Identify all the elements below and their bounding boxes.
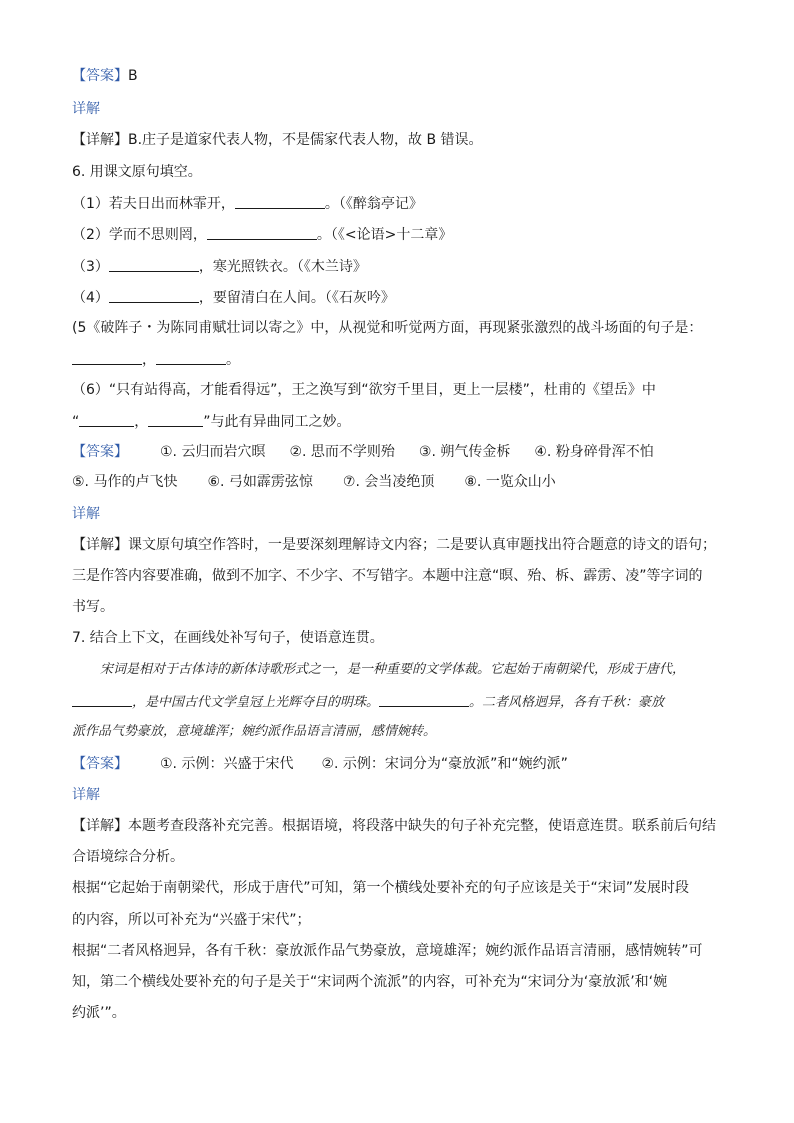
answer-item	[289, 444, 394, 460]
answer-text: 示例：宋词分为“豪放派”和“婉约派”	[342, 756, 568, 772]
q6-detail-line-3: 书写。	[72, 599, 114, 615]
detail-title: 详解	[72, 101, 100, 117]
q7-detail-title	[72, 785, 732, 805]
q6-line-6: （6）“只有站得高，才能看得远”，王之涣写到“欲穷千里目，更上一层楼”，杜甫的《望岳》中	[72, 382, 656, 398]
answer-tag: 【答案】	[72, 444, 128, 460]
answer-number: ⑦.	[342, 474, 365, 490]
q5-detail-title	[72, 99, 732, 119]
answer-item	[160, 756, 293, 772]
passage-text: ，是中国古代文学皇冠上光辉夺目的明珠。	[132, 695, 380, 710]
fill-blank	[156, 349, 226, 365]
answer-text: 弓如霹雳弦惊	[228, 474, 313, 490]
q6-answers-row-1	[72, 442, 732, 462]
detail-title: 详解	[72, 506, 100, 522]
q7-detail-line-6: 知，第二个横线处要补充的句子是关于“宋词两个流派”的内容，可补充为“宋词分为‘豪放派’和‘婉	[72, 974, 668, 990]
q6-line-6b	[72, 411, 732, 432]
answer-text: 粉身碎骨浑不怕	[555, 444, 654, 460]
answer-number: ②.	[289, 444, 311, 460]
answer-text: 会当凌绝顶	[364, 474, 435, 490]
answer-text: 马作的卢飞快	[93, 474, 178, 490]
q6-line-1	[72, 193, 732, 214]
fill-blank	[72, 691, 132, 707]
answer-item	[207, 474, 312, 490]
q7-passage-line-1: 宋词是相对于古体诗的新体诗歌形式之一，是一种重要的文学体裁。它起始于南朝梁代，形成于唐代，	[100, 662, 686, 677]
q7-detail-line-2: 合语境综合分析。	[72, 849, 184, 865]
q5-answer-line	[72, 66, 732, 86]
q6-answers-row-2	[72, 472, 732, 492]
answer-number: ⑥.	[207, 474, 229, 490]
fill-blank	[235, 193, 325, 209]
answer-item	[534, 444, 653, 460]
q6-l3-post: ，寒光照铁衣。（《木兰诗》	[198, 259, 367, 275]
q7-detail-line-3: 根据“它起始于南朝梁代，形成于唐代”可知，第一个横线处要补充的句子应该是关于“宋词”发展时段	[72, 880, 690, 896]
answer-text: 云归而岩穴暝	[181, 444, 266, 460]
fill-blank	[379, 691, 469, 707]
separator: ，	[134, 414, 149, 430]
answer-number: ③.	[418, 444, 441, 460]
answer-item	[343, 474, 434, 490]
q6-l2-post: 。（《<论语>十二章》	[316, 227, 453, 243]
detail-tag: 【详解】	[72, 818, 128, 834]
answer-number: ①.	[160, 756, 182, 772]
answer-value: B	[128, 68, 138, 84]
q6-l4-post: ，要留清白在人间。（《石灰吟》	[198, 290, 395, 306]
answer-text: 示例：兴盛于宋代	[181, 756, 294, 772]
answer-item	[72, 474, 177, 490]
separator: ，	[142, 352, 156, 368]
answer-number: ⑤.	[72, 474, 94, 490]
answer-number: ②.	[321, 756, 343, 772]
fill-blank	[207, 224, 317, 240]
fill-blank	[109, 287, 199, 303]
answer-number: ⑧.	[464, 474, 486, 490]
fill-blank	[79, 411, 134, 427]
answer-item	[419, 444, 510, 460]
fill-blank	[72, 349, 142, 365]
q6-l1-post: 。（《醉翁亭记》	[324, 196, 423, 212]
q6-l1-pre: （1）若夫日出而林霏开，	[72, 196, 235, 212]
detail-text: 课文原句填空作答时，一是要深刻理解诗文内容；二是要认真审题找出符合题意的诗文的语句；	[128, 537, 716, 553]
detail-text: B.庄子是道家代表人物，不是儒家代表人物，故 B 错误。	[128, 132, 483, 148]
answer-item	[160, 444, 265, 460]
answer-tag: 【答案】	[72, 68, 128, 84]
q6-line-3	[72, 256, 732, 277]
fill-blank	[148, 411, 203, 427]
passage-text: 。二者风格迥异，各有千秋：豪放	[469, 695, 665, 710]
q6-detail-line-2: 三是作答内容要准确，做到不加字、不少字、不写错字。本题中注意“暝、殆、柝、霹雳、凌”等字词的	[72, 568, 703, 584]
q6-line-4	[72, 287, 732, 308]
q6-detail-line-1	[72, 535, 732, 555]
q5-detail-line	[72, 130, 732, 150]
detail-text: 本题考查段落补充完善。根据语境，将段落中缺失的句子补充完整，使语意连贯。联系前后句结	[128, 818, 716, 834]
open-quote: “	[72, 414, 80, 430]
answer-item	[464, 474, 555, 490]
fill-blank	[109, 256, 199, 272]
close-text: ”与此有异曲同工之妙。	[203, 414, 351, 430]
answer-text: 朔气传金柝	[440, 444, 511, 460]
q7-title: 7. 结合上下文，在画线处补写句子，使语意连贯。	[72, 630, 384, 646]
q6-l4-pre: （4）	[72, 290, 109, 306]
q7-detail-line-7: 约派’”。	[72, 1005, 126, 1021]
q7-detail-line-5: 根据“二者风格迥异，各有千秋：豪放派作品气势豪放，意境雄浑；婉约派作品语言清丽，感情婉转”可	[72, 943, 703, 959]
answer-number: ①.	[160, 444, 182, 460]
answer-text: 思而不学则殆	[310, 444, 395, 460]
q7-passage-line-3: 派作品气势豪放，意境雄浑；婉约派作品语言清丽，感情婉转。	[72, 724, 437, 739]
answer-item	[321, 756, 567, 772]
q6-detail-title	[72, 504, 732, 524]
answer-text: 一览众山小	[485, 474, 556, 490]
q6-line-5: (5《破阵子・为陈同甫赋壮词以寄之》中，从视觉和听觉两方面，再现紧张激烈的战斗场面的句子是：	[72, 320, 703, 336]
q6-line-2	[72, 224, 732, 245]
answer-number: ④.	[534, 444, 556, 460]
q6-l3-pre: （3）	[72, 259, 109, 275]
q6-line-5b	[72, 349, 732, 370]
q6-l2-pre: （2）学而不思则罔，	[72, 227, 207, 243]
detail-title: 详解	[72, 787, 100, 803]
end-mark: 。	[226, 352, 240, 368]
detail-tag: 【详解】	[72, 537, 128, 553]
q6-title: 6. 用课文原句填空。	[72, 164, 202, 180]
q7-detail-line-4: 的内容，所以可补充为“兴盛于宋代”；	[72, 912, 311, 928]
answer-tag: 【答案】	[72, 756, 128, 772]
q7-answers	[72, 754, 732, 774]
detail-tag: 【详解】	[72, 132, 128, 148]
q7-passage-line-2	[72, 691, 732, 713]
q7-detail-line-1	[72, 816, 732, 836]
